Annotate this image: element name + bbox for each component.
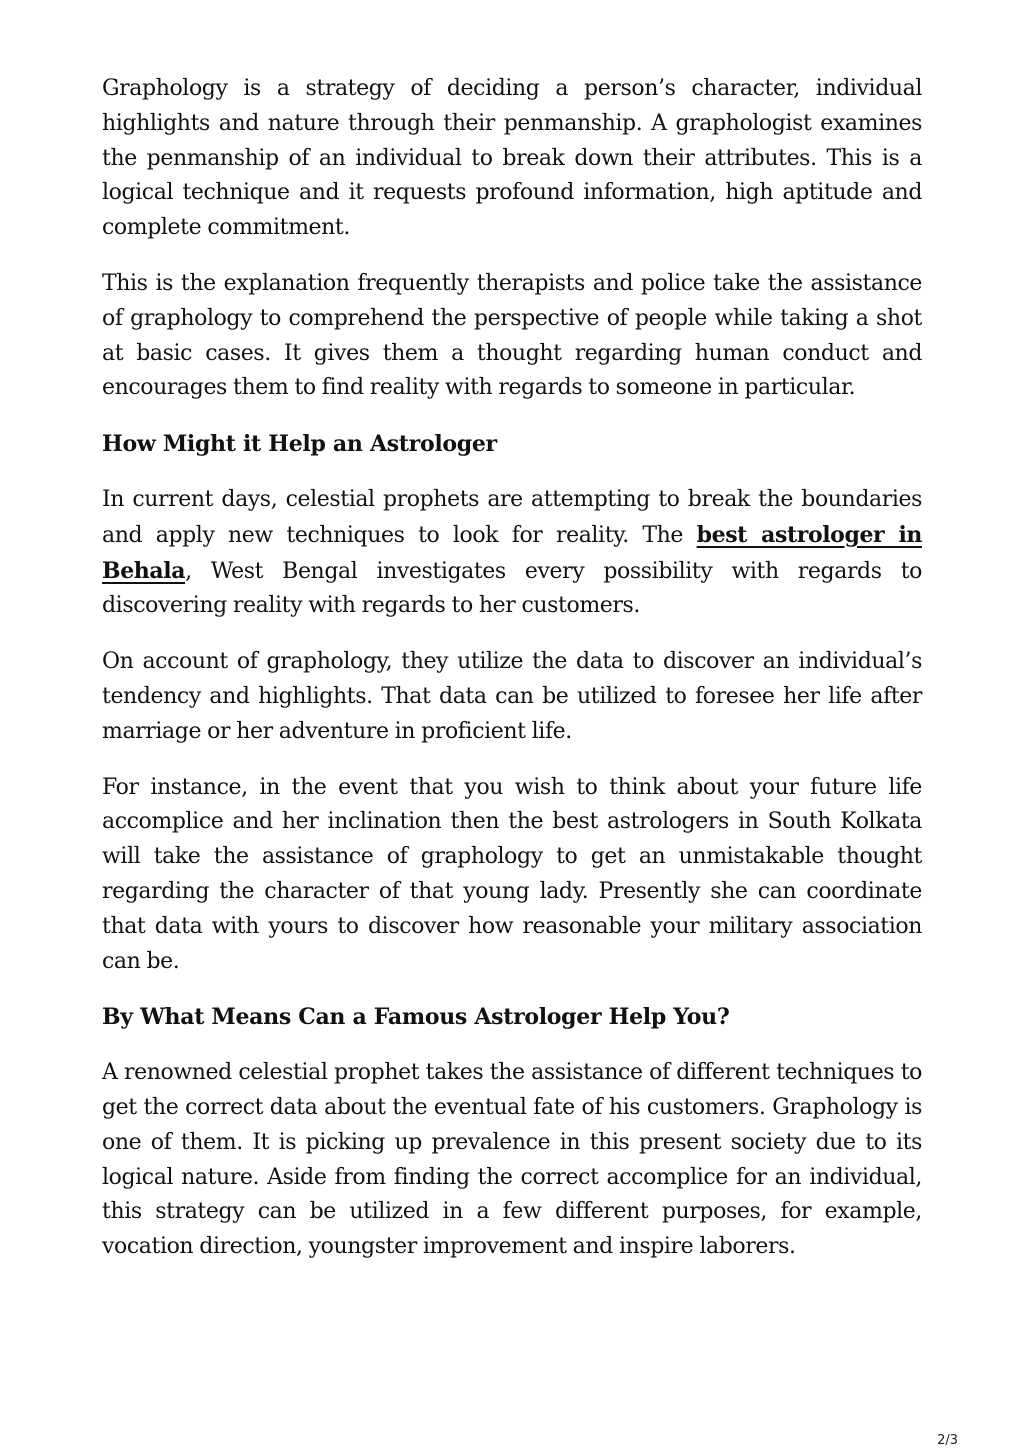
article-body <box>102 72 922 1286</box>
best-astrologer-behala-link[interactable]: best astrologer in Behala <box>102 521 922 584</box>
page-number: 2/3 <box>937 1433 958 1448</box>
paragraph-renowned-prophet: A renowned celestial prophet takes the assistance of different techniques to get the correct data about the eventual fate of his customers. Graphology is one of them. It is picking up prevalence in this present society due to its logical nature. Aside from finding the correct accomplice for an individual, this strategy can be utilized in a few different purposes, for example, vocation direction, youngster improvement and inspire laborers. <box>102 1060 922 1260</box>
paragraph-text-before-link: In current days, celestial prophets are attempting to break the boundaries and apply new techniques to look for reality. The <box>102 486 922 548</box>
paragraph-account-of-graphology: On account of graphology, they utilize the data to discover an individual’s tendency and highlights. That data can be utilized to foresee her life after marriage or her adventure in proficient life. <box>102 649 922 744</box>
paragraph-graphology-definition: Graphology is a strategy of deciding a person’s character, individual highlights and nature through their penmanship. A graphologist examines the penmanship of an individual to break down their attributes. This is a logical technique and it requests profound information, high aptitude and complete commitment. <box>102 76 922 241</box>
heading-famous-astrologer: By What Means Can a Famous Astrologer Help You? <box>102 1004 730 1031</box>
paragraph-text-after-link: , West Bengal investigates every possibility with regards to discovering reality with regards to her customers. <box>102 558 922 619</box>
paragraph-for-instance: For instance, in the event that you wish to think about your future life accomplice and her inclination then the best astrologers in South Kolkata will take the assistance of graphology to get an unmistakable thought regarding the character of that young lady. Presently she can coordinate that data with yours to discover how reasonable your military association can be. <box>102 774 922 974</box>
paragraph-therapists-police: This is the explanation frequently therapists and police take the assistance of graphology to comprehend the perspective of people while taking a shot at basic cases. It gives them a thought regarding human conduct and encourages them to find reality with regards to someone in particular. <box>102 270 922 401</box>
heading-how-might-it-help: How Might it Help an Astrologer <box>102 431 497 458</box>
paragraph-current-days <box>102 483 922 624</box>
